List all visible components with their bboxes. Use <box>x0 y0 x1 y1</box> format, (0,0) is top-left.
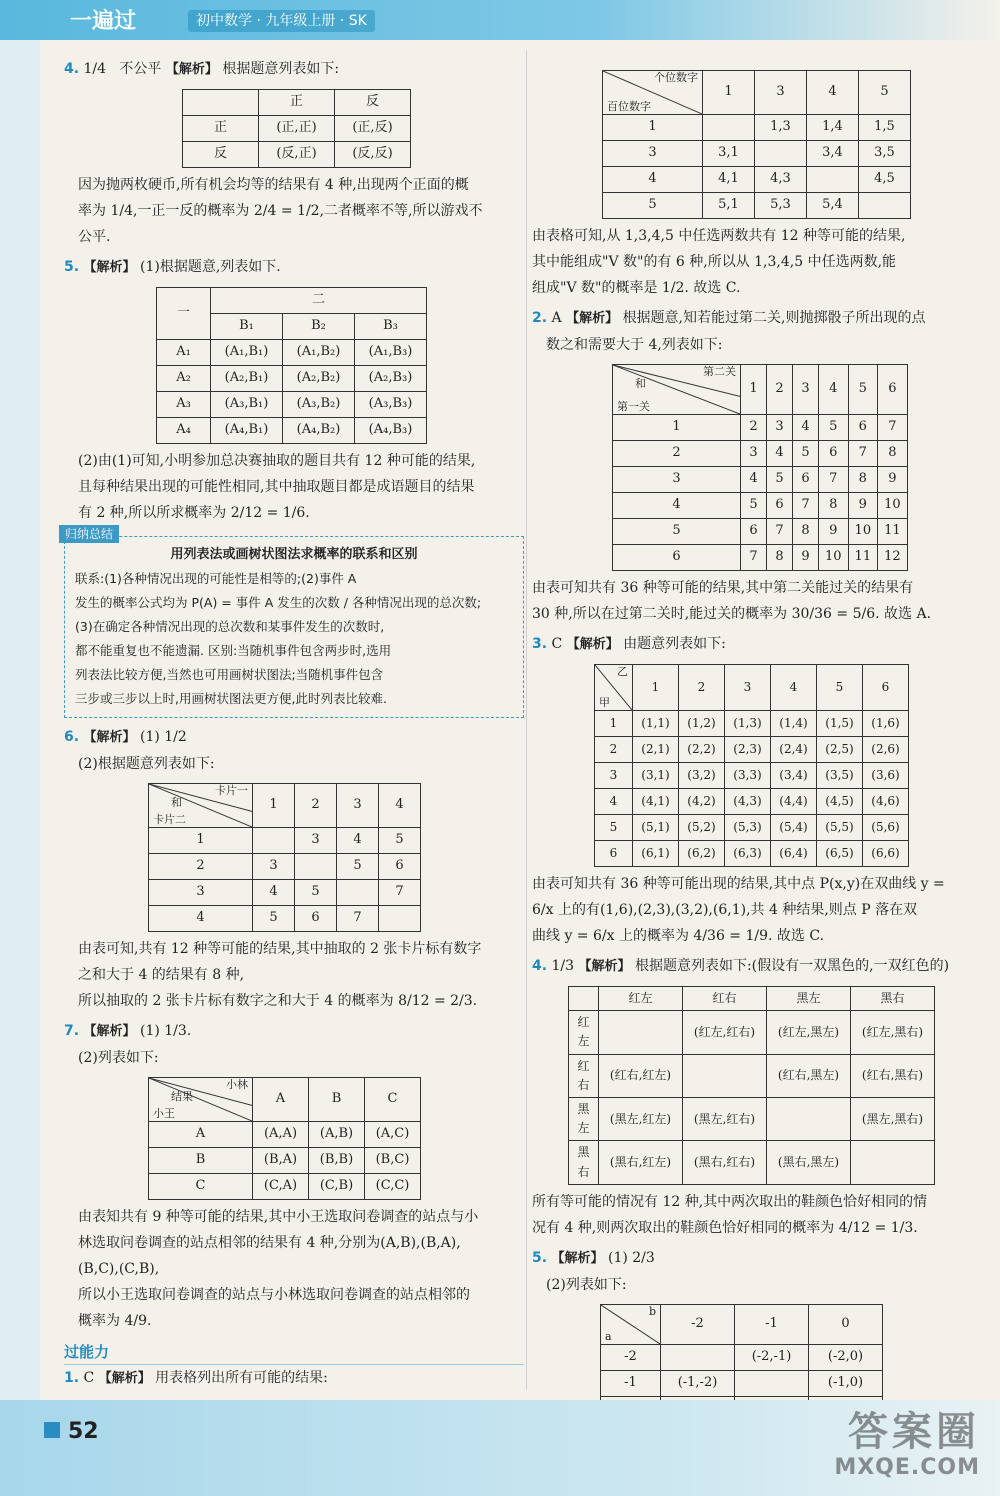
left-margin-strip <box>0 40 40 1400</box>
q2-text-0b: 数之和需要大于 4,列表如下: <box>546 337 723 353</box>
q1-header: 1. C 【解析】 用表格列出所有可能的结果: <box>64 1370 328 1386</box>
q6-text-2: 之和大于 4 的结果有 8 种, <box>78 967 245 983</box>
v-number-table: 个位数字 百位数字 1 3 4 5 1 1,3 1,4 1,5 3 3,1 3,4 3,5 4 4,1 4,3 4,5 5 5,1 5,3 5,4 <box>602 70 911 219</box>
analysis-tag: 【解析】 <box>165 62 218 77</box>
section-title: 过能力 <box>64 1340 524 1365</box>
q4-right-text-1: 所有等可能的情况有 12 种,其中两次取出的鞋颜色恰好相同的情 <box>532 1193 928 1210</box>
diagonal-header-cell: 乙 甲 <box>595 665 633 711</box>
summary-line: 发生的概率公式均为 P(A) = 事件 A 发生的次数 / 各种情况出现的总次数; <box>75 595 482 610</box>
q7-text-1: 由表知共有 9 种等可能的结果,其中小王选取问卷调查的站点与小 <box>78 1209 479 1225</box>
q4-text-2: 率为 1/4,一正一反的概率为 2/4 = 1/2,二者概率不等,所以游戏不 <box>78 203 483 219</box>
page-marker-icon <box>44 1422 60 1438</box>
q3-header: 3. C 【解析】 由题意列表如下: <box>532 636 726 652</box>
q4-right-text-2: 况有 4 种,则两次取出的鞋颜色恰好相同的概率为 4/12 = 1/3. <box>532 1219 918 1236</box>
watermark <box>834 1410 980 1482</box>
summary-line: 联系:(1)各种情况出现的可能性是相等的;(2)事件 A <box>75 571 357 586</box>
diagonal-header-cell: b a <box>601 1304 661 1344</box>
q6-text-1: 由表可知,共有 12 种等可能的结果,其中抽取的 2 张卡片标有数字 <box>78 941 482 957</box>
answer: 1/4 <box>83 61 107 77</box>
q6-header: 6. 【解析】 (1) 1/2 <box>64 729 187 745</box>
summary-tag: 归纳总结 <box>59 525 119 543</box>
summary-title: 用列表法或画树状图法求概率的联系和区别 <box>170 547 418 562</box>
watermark-logo: 答案圈 <box>848 1409 980 1455</box>
q7-text-3: (B,C),(C,B), <box>78 1261 160 1277</box>
q3-text-2: 6/x 上的有(1,6),(2,3),(3,2),(6,1),共 4 种结果,则点 P 落在双 <box>532 902 918 918</box>
summary-line: (3)在确定各种情况出现的总次数和某事件发生的次数时, <box>75 619 385 634</box>
right-column <box>532 64 982 1479</box>
q7-text-4: 所以小王选取问卷调查的站点与小林选取问卷调查的站点相邻的 <box>78 1287 470 1303</box>
diagonal-header-cell: 小林 结果 小王 <box>149 1078 253 1122</box>
diagonal-header-cell: 第二关 和 第一关 <box>613 365 741 415</box>
q5-table: 一 二 B₁ B₂ B₃ A₁ (A₁,B₁) (A₁,B₂) (A₁,B₃) A₂ (A₂,B₁) (A₂,B₂) (A₂,B₃) A₃ (A₃,B₁) (A₃,B₂) (A₃,B₃) A₄ (A₄,B₁) (A₄,B₂) (A₄,B₃) <box>156 287 427 444</box>
coordinate-table: b a -2 -1 0 -2 (-2,-1) (-2,0) -1 (-1,-2) (-1,0) <box>600 1304 883 1423</box>
q6-intro: (2)根据题意列表如下: <box>78 756 215 772</box>
summary-line: 列表法比较方便,当然也可用画树状图法;当随机事件包含 <box>75 667 384 682</box>
left-column <box>64 56 524 1392</box>
q3-text-3: 曲线 y = 6/x 上的概率为 4/36 = 1/9. 故选 C. <box>532 928 825 944</box>
q4-text-1: 因为抛两枚硬币,所有机会均等的结果有 4 种,出现两个正面的概 <box>78 177 469 193</box>
dice-sum-table: 第二关 和 第一关 1 2 3 4 5 6 1 2 3 4 5 6 7 2 3 4 5 6 7 8 3 4 5 6 7 8 9 4 5 6 7 8 9 10 5 6 7 8 9 10 11 6 7 8 9 10 11 12 <box>612 364 908 571</box>
summary-line: 三步或三步以上时,用画树状图法更方便,此时列表比较难. <box>75 691 387 706</box>
column-divider <box>526 50 527 1390</box>
q3-text-1: 由表可知共有 36 种等可能出现的结果,其中点 P(x,y)在双曲线 y = <box>532 876 945 892</box>
question-number: 4. <box>64 61 80 77</box>
q4-right-header: 4. 1/3 【解析】 根据题意列表如下:(假设有一双黑色的,一双红色的) <box>532 958 950 974</box>
diagonal-header-cell: 卡片一 和 卡片二 <box>149 784 253 828</box>
summary-line: 都不能重复也不能遗漏. 区别:当随机事件包含两步时,选用 <box>75 643 392 658</box>
q7-text-2: 林选取问卷调查的站点相邻的结果有 4 种,分别为(A,B),(B,A), <box>78 1235 461 1251</box>
t1-text-1: 由表格可知,从 1,3,4,5 中任选两数共有 12 种等可能的结果, <box>532 228 906 244</box>
brand-logo: 一遍过 <box>70 9 137 34</box>
q5-header: 5. 【解析】 (1)根据题意,列表如下. <box>64 259 281 275</box>
q7-header: 7. 【解析】 (1) 1/3. <box>64 1023 192 1039</box>
header-banner <box>0 0 1000 40</box>
q4-text-3: 公平. <box>78 229 111 245</box>
q2-header: 2. A 【解析】 根据题意,知若能过第二关,则抛掷骰子所出现的点 <box>532 310 926 326</box>
summary-box <box>64 527 524 718</box>
t1-text-2: 其中能组成"V 数"的有 6 种,所以从 1,3,4,5 中任选两数,能 <box>532 254 897 270</box>
q2-text-2: 30 种,所以在过第二关时,能过关的概率为 30/36 = 5/6. 故选 A. <box>532 606 932 622</box>
shoe-table: 红左 红右 黑左 黑右 红左 (红左,红右) (红左,黑左) (红左,黑右) 红右 (红右,红左) (红右,黑左) (红右,黑右) 黑左 (黑左,红左) (黑左,红右) (黑左,黑右) 黑右 (黑右,红左) (黑右,红右) (黑右,黑左) <box>568 986 935 1185</box>
q5-right-header: 5. 【解析】 (1) 2/3 <box>532 1249 655 1266</box>
q7-table: 小林 结果 小王 A B C A (A,A) (A,B) (A,C) B (B,A) (B,B) (B,C) C (C,A) (C,B) (C,C) <box>148 1077 421 1200</box>
watermark-url: MXQE.COM <box>834 1455 980 1480</box>
q5-right-intro: (2)列表如下: <box>546 1276 627 1293</box>
q5-text-3: 有 2 种,所以所求概率为 2/12 = 1/6. <box>78 505 310 521</box>
q6-table: 卡片一 和 卡片二 1 2 3 4 1 3 4 5 2 3 5 6 3 4 5 7 4 5 6 7 <box>148 783 421 932</box>
q2-text-1: 由表可知共有 36 种等可能的结果,其中第二关能过关的结果有 <box>532 580 914 596</box>
q5-text-1: (2)由(1)可知,小明参加总决赛抽取的题目共有 12 种可能的结果, <box>78 453 476 469</box>
series-label: 初中数学 · 九年级上册 · SK <box>188 10 375 32</box>
q7-intro: (2)列表如下: <box>78 1050 159 1066</box>
q5-text-2: 且每种结果出现的可能性相同,其中抽取题目都是成语题目的结果 <box>78 479 475 495</box>
diagonal-header-cell: 个位数字 百位数字 <box>603 71 703 115</box>
coin-table: 正 反 正 (正,正) (正,反) 反 (反,正) (反,反) <box>182 89 411 168</box>
t1-text-3: 组成"V 数"的概率是 1/2. 故选 C. <box>532 280 741 296</box>
page-number: 52 <box>68 1419 99 1444</box>
q7-text-5: 概率为 4/9. <box>78 1313 152 1329</box>
pair-table: 乙 甲 1 2 3 4 5 6 1 (1,1) (1,2) (1,3) (1,4) (1,5) (1,6) 2 (2,1) (2,2) (2,3) (2,4) (2,5) (2,6) 3 (3,1) (3,2) (3,3) (3,4) (3,5) (3,6) 4 (4,1) (4,2) (4,3) (4,4) (4,5) (4,6) 5 (5,1) (5,2) (5,3) (5,4) (5,5) (5,6) 6 (6,1) (6,2) (6,3) (6,4) (6,5) (6,6) <box>594 664 909 867</box>
intro-text: 根据题意列表如下: <box>222 61 340 77</box>
q6-text-3: 所以抽取的 2 张卡片标有数字之和大于 4 的概率为 8/12 = 2/3. <box>78 993 478 1009</box>
answer: 不公平 <box>119 61 162 77</box>
q4-header <box>64 56 524 83</box>
